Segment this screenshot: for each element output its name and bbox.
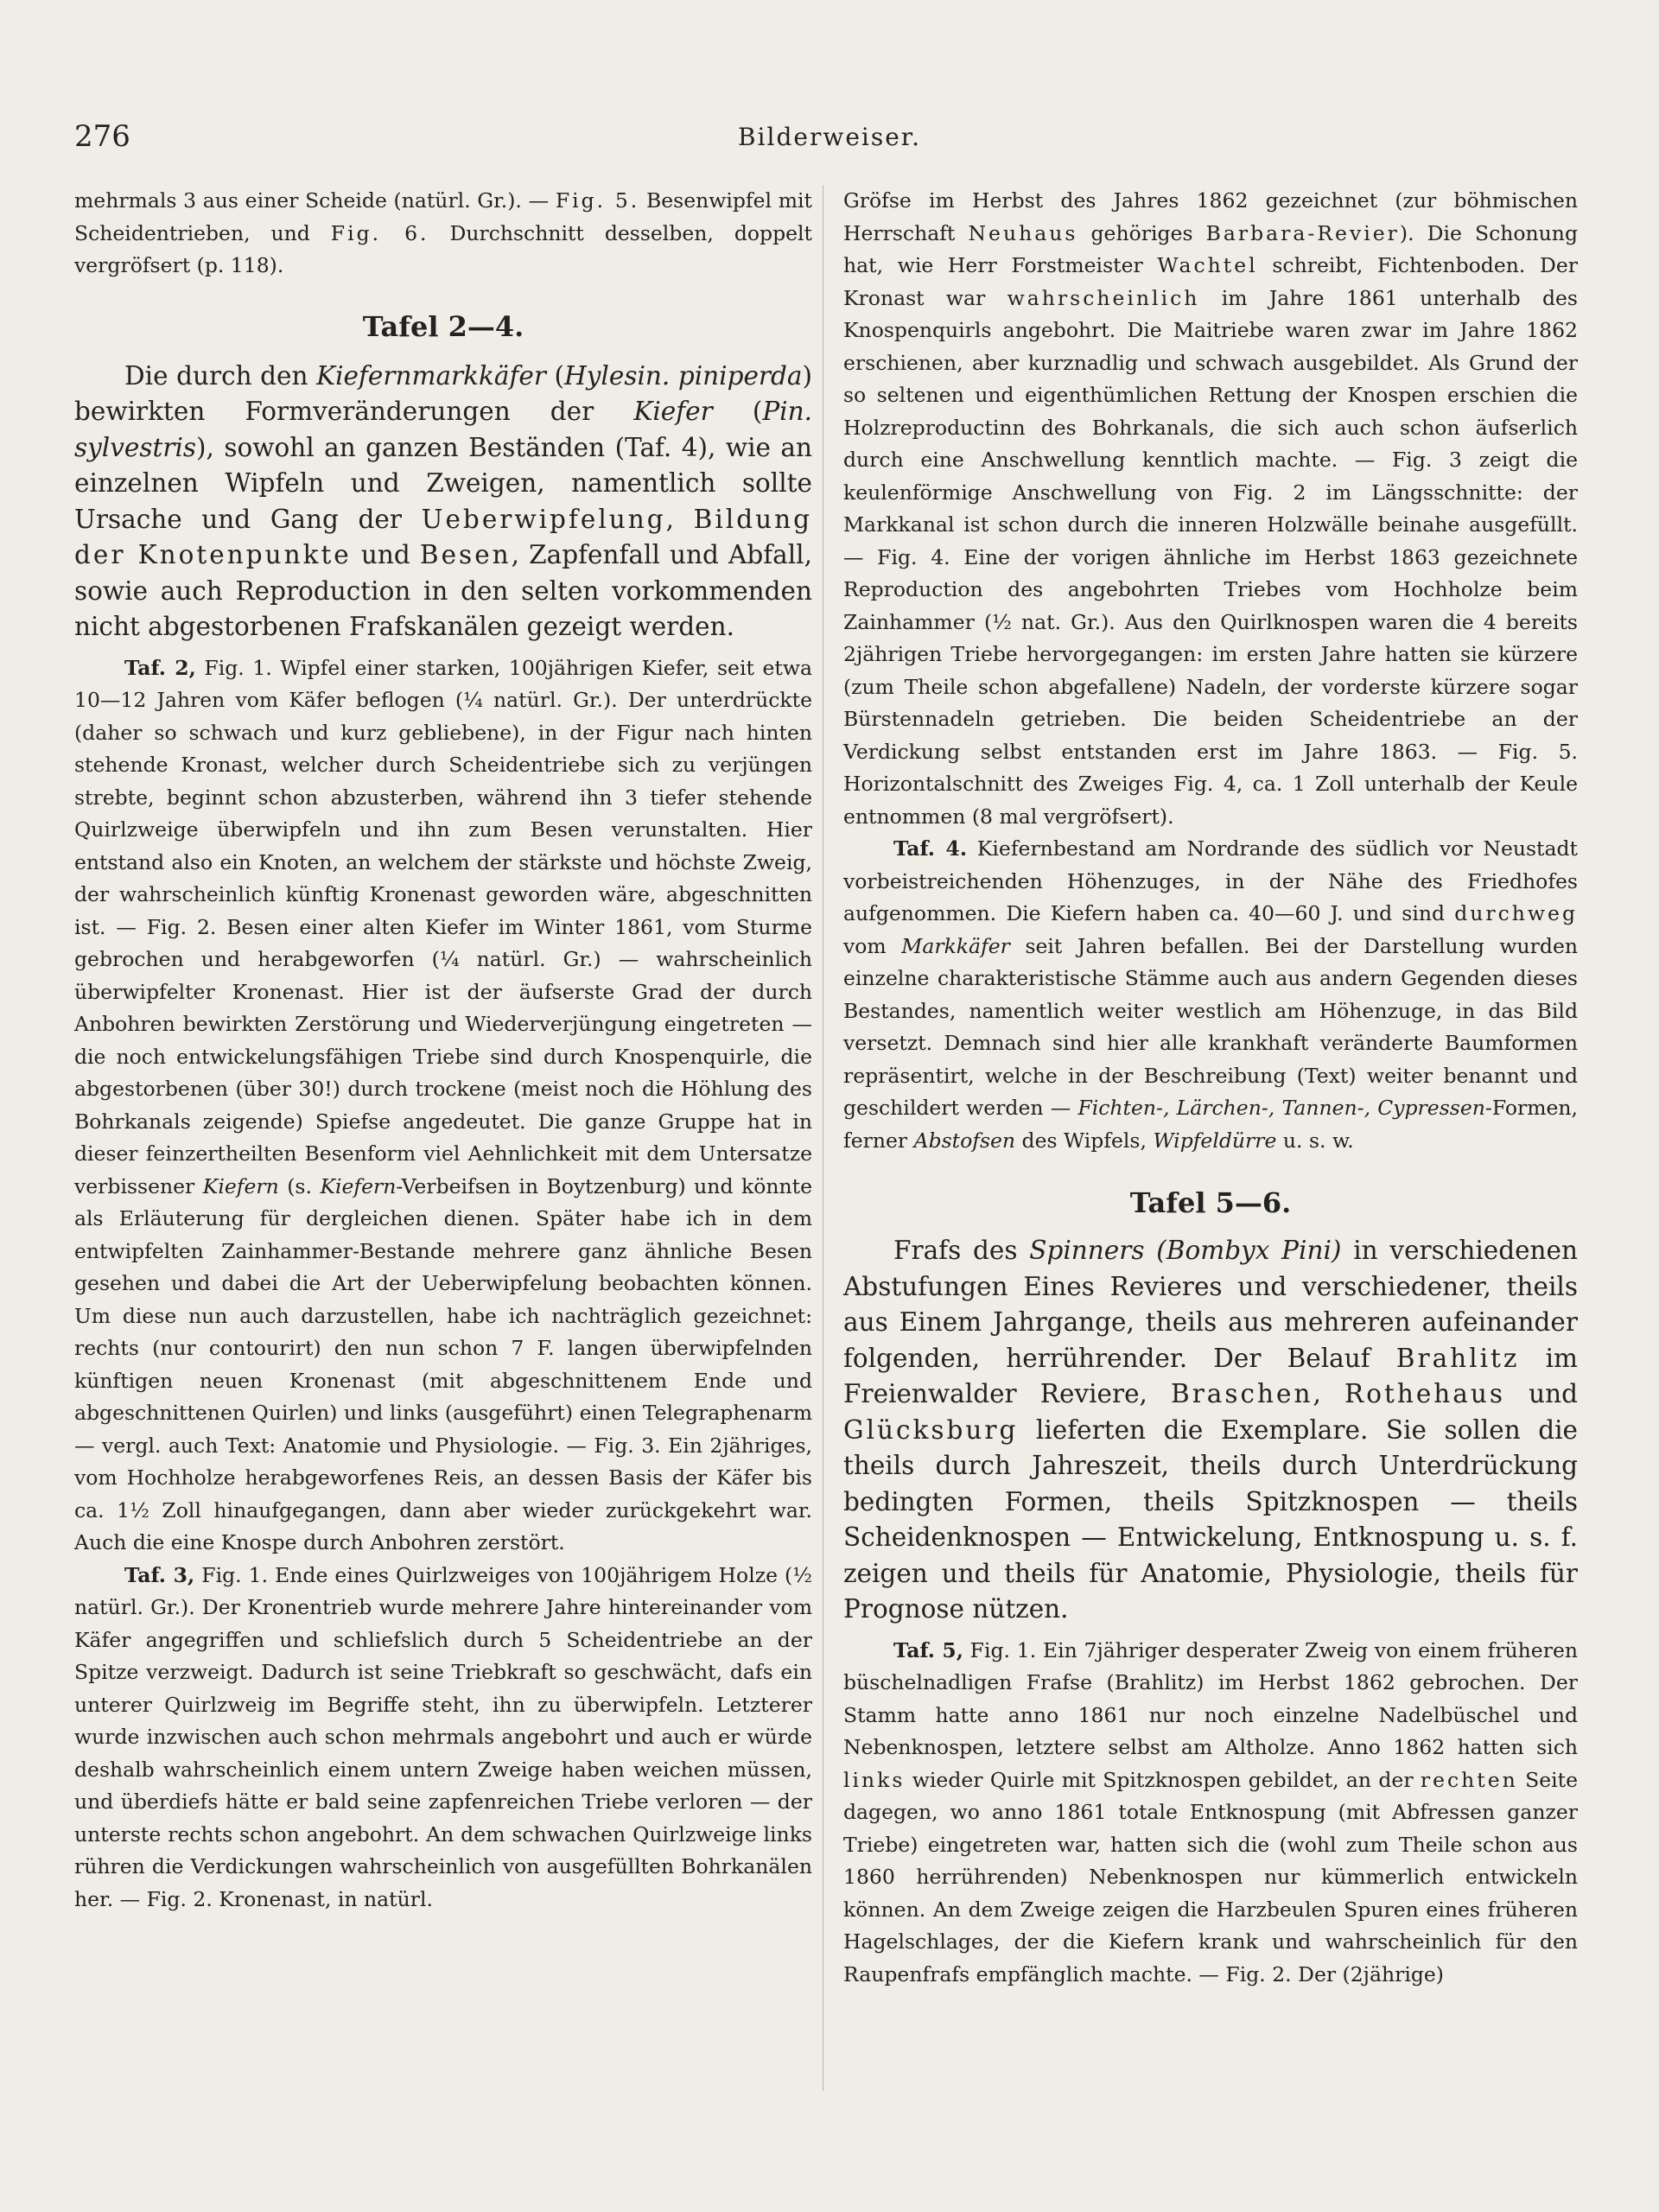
intro-paragraph-tafel-5-6: Frafs des Spinners (Bombyx Pini) in verschiedenen Abstufungen Eines Revieres und verschiedener, theils aus Einem Jahrgange, theils aus mehreren aufeinander folgenden, herrührender. Der Belauf Brahlitz im Freienwalder Reviere, Braschen, Rothehaus und Glücksburg lieferten die Exemplare. Sie sollen die theils durch Jahreszeit, theils durch Unterdrückung bedingten Formen, theils Spitzknospen — theils Scheidenknospen — Entwickelung, Entknospung u. s. f. zeigen und theils für Anatomie, Physiologie, theils für Prognose nützen. xyxy=(843,1236,1579,1624)
paragraph-taf-5: Taf. 5, Fig. 1. Ein 7jähriger desperater Zweig von einem früheren büschelnadligen Frafse (Brahlitz) im Herbst 1862 gebrochen. Der Stamm hatte anno 1861 nur noch einzelne Nadelbüschel und Nebenknospen, letztere selbst am Altholze. Anno 1862 hatten sich links wieder Quirle mit Spitzknospen gebildet, an der rechten Seite dagegen, wo anno 1861 totale Entknospung (mit Abfressen ganzer Triebe) eingetreten war, hatten sich die (wohl zum Theile schon aus 1860 herrührenden) Nebenknospen nur kümmerlich entwickeln können. An dem Zweige zeigen die Harzbeulen Spuren eines früheren Hagelschlages, der die Kiefern krank und wahrscheinlich für den Raupenfrafs empfänglich machte. — Fig. 2. Der (2jährige) xyxy=(843,1637,1578,1986)
heading-tafel-5-6: Tafel 5—6. xyxy=(1129,1186,1292,1219)
intro-paragraph-tafel-2-4: Die durch den Kiefernmarkkäfer (Hylesin. piniperda) bewirkten Formveränderungen der Kiefer (Pin. sylvestris), sowohl an ganzen Beständen (Taf. 4), wie an einzelnen Wipfeln und Zweigen, namentlich sollte Ursache und Gang der Ueberwipfelung, Bildung der Knotenpunkte und Besen, Zapfenfall und Abfall, sowie auch Reproduction in den selten vorkommenden nicht abgestorbenen Frafskanälen gezeigt werden. xyxy=(74,360,813,641)
paragraph-continued: Gröfse im Herbst des Jahres 1862 gezeichnet (zur böhmischen Herrschaft Neuhaus gehöriges Barbara-Revier). Die Schonung hat, wie Herr Forstmeister Wachtel schreibt, Fichtenboden. Der Kronast war wahrscheinlich im Jahre 1861 unterhalb des Knospenquirls angebohrt. Die Maitriebe waren zwar im Jahre 1862 erschienen, aber kurznadlig und schwach ausgebildet. Als Grund der so seltenen und eigenthümlichen Rettung der Knospen erschien die Holzreproductinn des Bohrkanals, die sich auch schon äufserlich durch eine Anschwellung kenntlich machte. — Fig. 3 zeigt die keulenförmige Anschwellung von Fig. 2 im Längsschnitte: der Markkanal ist schon durch die inneren Holzwälle beinahe ausgefüllt. — Fig. 4. Eine der vorigen ähnliche im Herbst 1863 gezeichnete Reproduction des angebohrten Triebes vom Hochholze beim Zainhammer (½ nat. Gr.). Aus den Quirlknospen waren die 4 bereits 2jährigen Triebe hervorgegangen: im ersten Jahre hatten sie kürzere (zum Theile schon abgefallene) Nadeln, der vorderste kürzere sogar Bürstennadeln getrieben. Die beiden Scheidentriebe an der Verdickung selbst entstanden erst im Jahre 1863. — Fig. 5. Horizontalschnitt des Zweiges Fig. 4, ca. 1 Zoll unterhalb der Keule entnommen (8 mal vergröfsert). xyxy=(843,188,1578,829)
paragraph-taf-3: Taf. 3, Fig. 1. Ende eines Quirlzweiges von 100jährigem Holze (½ natürl. Gr.). Der Kronentrieb wurde mehrere Jahre hintereinander vom Käfer angegriffen und schliefslich durch 5 Scheidentriebe an der Spitze verzweigt. Dadurch ist seine Triebkraft so geschwächt, dafs ein unterer Quirlzweig im Begriffe steht, ihn zu überwipfeln. Letzterer wurde inzwischen auch schon mehrmals angebohrt und auch er würde deshalb wahrscheinlich einem untern Zweige haben weichen müssen, und überdiefs hätte er bald seine zapfenreichen Triebe verloren — der unterste rechts schon angebohrt. An dem schwachen Quirlzweige links rühren die Verdickungen wahrscheinlich von ausgefüllten Bohrkanälen her. — Fig. 2. Kronenast, in natürl. xyxy=(74,1562,812,1911)
paragraph-fig5-6: mehrmals 3 aus einer Scheide (natürl. Gr.). — Fig. 5. Besenwipfel mit Scheidentrieben, und Fig. 6. Durchschnitt desselben, doppelt vergröfsert (p. 118). xyxy=(74,188,812,277)
paragraph-taf-2: Taf. 2, Fig. 1. Wipfel einer starken, 100jährigen Kiefer, seit etwa 10—12 Jahren vom Käfer beflogen (¼ natürl. Gr.). Der unterdrückte (daher so schwach und kurz gebliebene), in der Figur nach hinten stehende Kronast, welcher durch Scheidentriebe sich zu verjüngen strebte, beginnt schon abzusterben, während ihn 3 tiefer stehende Quirlzweige überwipfeln und ihn zum Besen verunstalten. Hier entstand also ein Knoten, an welchem der stärkste und höchste Zweig, der wahrscheinlich künftig Kronenast geworden wäre, abgeschnitten ist. — Fig. 2. Besen einer alten Kiefer im Winter 1861, vom Sturme gebrochen und herabgeworfen (¼ natürl. Gr.) — wahrscheinlich überwipfelter Kronenast. Hier ist der äufserste Grad der durch Anbohren bewirkten Zerstörung und Wiederverjüngung eingetreten — die noch entwickelungsfähigen Triebe sind durch Knospenquirle, die abgestorbenen (über 30!) durch trockene (meist noch die Höhlung des Bohrkanals zeigende) Spiefse angedeutet. Die ganze Gruppe hat in dieser feinzertheilten Besenform viel Aehnlichkeit mit dem Untersatze verbissener Kiefern (s. Kiefern-Verbeifsen in Boytzenburg) und könnte als Erläuterung für dergleichen dienen. Später habe ich in dem entwipfelten Zainhammer-Bestande mehrere ganz ähnliche Besen gesehen und dabei die Art der Ueberwipfelung beobachten können. Um diese nun auch darzustellen, habe ich nachträglich gezeichnet: rechts (nur contourirt) den nun schon 7 F. langen überwipfelnden künftigen neuen Kronenast (mit abgeschnittenem Ende und abgeschnittenen Quirlen) und links (ausgeführt) einen Telegraphenarm — vergl. auch Text: Anatomie und Physiologie. — Fig. 3. Ein 2jähriges, vom Hochholze herabgeworfenes Reis, an dessen Basis der Käfer bis ca. 1½ Zoll hinaufgegangen, dann aber wieder zurückgekehrt war. Auch die eine Knospe durch Anbohren zerstört. xyxy=(74,655,812,1554)
page-number: 276 xyxy=(74,119,130,154)
paragraph-taf-4: Taf. 4. Kiefernbestand am Nordrande des südlich vor Neustadt vorbeistreichenden Höhenzuges, in der Nähe des Friedhofes aufgenommen. Die Kiefern haben ca. 40—60 J. und sind durchweg vom Markkäfer seit Jahren befallen. Bei der Darstellung wurden einzelne charakteristische Stämme auch aus andern Gegenden dieses Bestandes, namentlich weiter westlich am Höhenzuge, in das Bild versetzt. Demnach sind hier alle krankhaft veränderte Baumformen repräsentirt, welche in der Beschreibung (Text) weiter benannt und geschildert werden — Fichten-, Lärchen-, Tannen-, Cypressen-Formen, ferner Abstofsen des Wipfels, Wipfeldürre u. s. w. xyxy=(843,836,1579,1153)
left-column xyxy=(74,185,812,1916)
right-column xyxy=(843,185,1578,1991)
heading-tafel-2-4: Tafel 2—4. xyxy=(362,309,524,343)
running-title: Bilderweiser. xyxy=(737,123,921,151)
